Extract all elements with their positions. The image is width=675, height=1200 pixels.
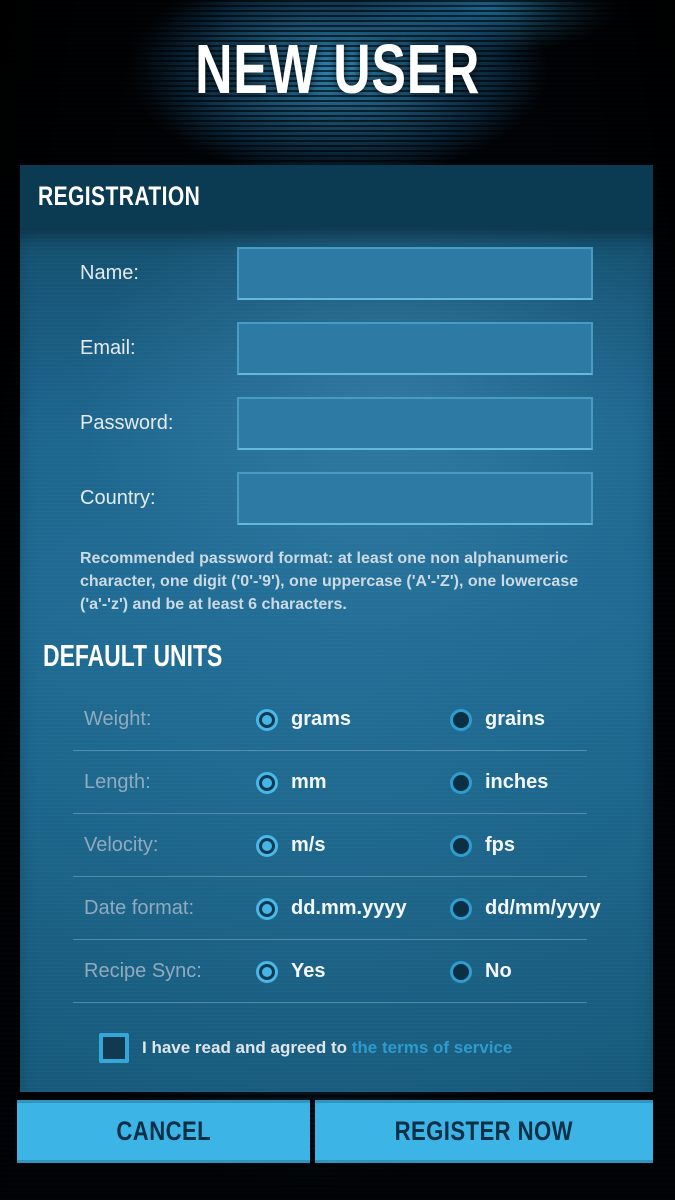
terms-checkbox[interactable]: [99, 1033, 129, 1063]
velocity-option-ms[interactable]: [256, 834, 450, 857]
weight-grams-label: grams: [291, 708, 352, 730]
date-format-dots-radio[interactable]: [256, 898, 278, 920]
registration-header-bar: [20, 165, 653, 227]
default-units-table: [20, 690, 653, 1003]
password-field-row: [20, 397, 653, 450]
velocity-row: [20, 816, 653, 875]
password-input[interactable]: [237, 397, 593, 450]
register-now-button[interactable]: [315, 1100, 653, 1163]
velocity-option-fps[interactable]: [450, 834, 515, 857]
date-format-row: [20, 879, 653, 938]
email-label: Email:: [80, 337, 136, 359]
terms-of-service-link[interactable]: the terms of service: [351, 1038, 513, 1057]
country-input[interactable]: [237, 472, 593, 525]
register-now-button-label: REGISTER NOW: [394, 1116, 574, 1146]
recipe-sync-row: [20, 942, 653, 1001]
date-format-slashes-radio[interactable]: [450, 898, 472, 920]
default-units-header-text: DEFAULT UNITS: [43, 638, 223, 673]
cancel-button[interactable]: [17, 1100, 310, 1163]
registration-header-label: REGISTRATION: [38, 180, 201, 211]
date-format-option-dots[interactable]: [256, 897, 450, 920]
length-inches-label: inches: [485, 771, 549, 793]
recipe-sync-option-no[interactable]: [450, 960, 512, 983]
weight-row: [20, 690, 653, 749]
weight-grains-label: grains: [485, 708, 546, 730]
recipe-sync-no-label: No: [485, 960, 512, 982]
page-title-text: NEW USER: [194, 30, 481, 108]
length-mm-label: mm: [291, 771, 327, 793]
weight-option-grains[interactable]: [450, 708, 545, 731]
recipe-sync-yes-radio[interactable]: [256, 961, 278, 983]
weight-grams-radio[interactable]: [256, 709, 278, 731]
recipe-sync-no-radio[interactable]: [450, 961, 472, 983]
registration-form: [20, 227, 653, 525]
length-row: [20, 753, 653, 812]
row-divider: [73, 750, 587, 751]
recipe-sync-option-yes[interactable]: [256, 960, 450, 983]
terms-text: [142, 1038, 512, 1058]
length-label: Length:: [84, 771, 151, 793]
name-field-row: [20, 247, 653, 300]
row-divider: [73, 939, 587, 940]
velocity-ms-radio[interactable]: [256, 835, 278, 857]
registration-panel-body: [20, 227, 653, 1092]
date-format-dots-label: dd.mm.yyyy: [291, 897, 407, 919]
default-units-header: [43, 639, 653, 672]
length-option-mm[interactable]: [256, 771, 450, 794]
weight-option-grams[interactable]: [256, 708, 450, 731]
date-format-slashes-label: dd/mm/yyyy: [485, 897, 601, 919]
email-field-row: [20, 322, 653, 375]
country-label: Country:: [80, 487, 156, 509]
recipe-sync-label: Recipe Sync:: [84, 960, 202, 982]
length-inches-radio[interactable]: [450, 772, 472, 794]
email-input[interactable]: [237, 322, 593, 375]
terms-text-static: I have read and agreed to: [142, 1038, 348, 1057]
password-label: Password:: [80, 412, 174, 434]
country-field-row: [20, 472, 653, 525]
name-input[interactable]: [237, 247, 593, 300]
cancel-button-label: CANCEL: [116, 1116, 211, 1146]
length-option-inches[interactable]: [450, 771, 548, 794]
page-title: [0, 32, 675, 106]
weight-grains-radio[interactable]: [450, 709, 472, 731]
row-divider: [73, 1002, 587, 1003]
date-format-label: Date format:: [84, 897, 195, 919]
velocity-fps-radio[interactable]: [450, 835, 472, 857]
terms-row: [99, 1033, 653, 1063]
weight-label: Weight:: [84, 708, 152, 730]
name-label: Name:: [80, 262, 139, 284]
password-hint: Recommended password format: at least one non alphanumeric character, one digit ('0'-'9'), one uppercase ('A'-'Z'), one lowercase ('a'-'z') and be at least 6 characters.: [80, 550, 579, 613]
row-divider: [73, 876, 587, 877]
recipe-sync-yes-label: Yes: [291, 960, 326, 982]
registration-panel: [20, 165, 653, 1092]
velocity-ms-label: m/s: [291, 834, 326, 856]
velocity-fps-label: fps: [485, 834, 515, 856]
velocity-label: Velocity:: [84, 834, 159, 856]
date-format-option-slashes[interactable]: [450, 897, 601, 920]
row-divider: [73, 813, 587, 814]
length-mm-radio[interactable]: [256, 772, 278, 794]
